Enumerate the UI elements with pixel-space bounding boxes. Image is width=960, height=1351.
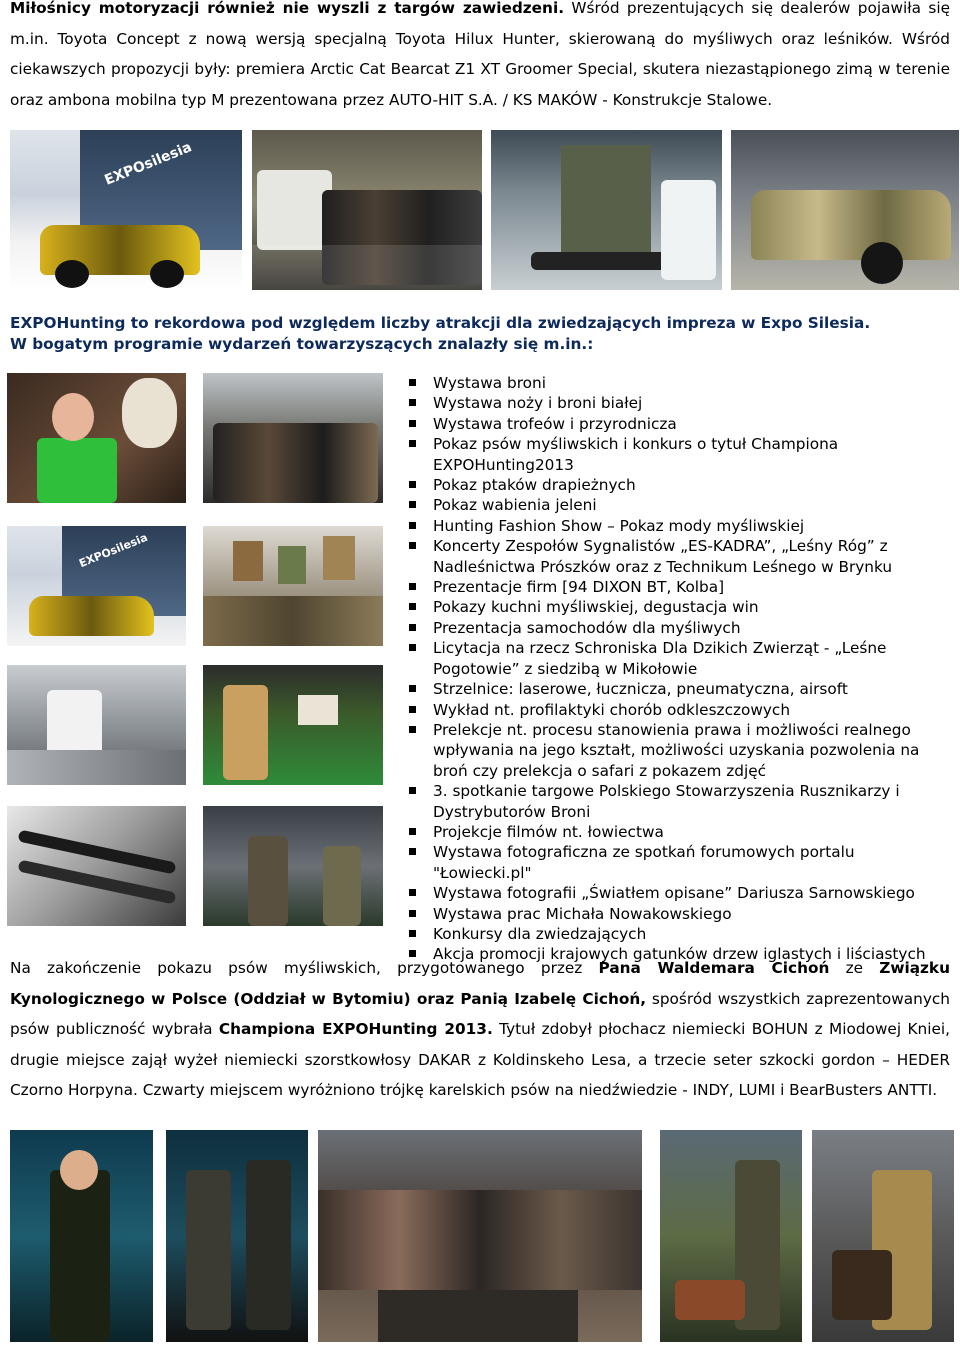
girl-green-shirt: [37, 438, 117, 503]
event-item: Pokaz ptaków drapieżnych: [405, 475, 953, 495]
event-item: Prezentacja samochodów dla myśliwych: [405, 618, 953, 638]
camo-net: [203, 596, 383, 646]
photo-hall-visitors: [252, 130, 482, 290]
headline-line-2: W bogatym programie wydarzeń towarzyszących znalazły się m.in.:: [10, 335, 594, 353]
event-item: Wystawa broni: [405, 373, 953, 393]
handler: [186, 1170, 231, 1330]
photo-dog-show-crowd: [318, 1130, 642, 1342]
stand-wall: [661, 180, 716, 280]
photo-archery: [203, 373, 383, 503]
event-item: Akcja promocji krajowych gatunków drzew iglastych i liściastych: [405, 944, 953, 964]
outro-bold-3: Championa EXPOHunting 2013.: [218, 1020, 493, 1039]
painting: [323, 536, 355, 580]
photo-camo-pickups: [731, 130, 959, 290]
event-item: Wystawa fotograficzna ze spotkań forumowych portalu "Łowiecki.pl": [405, 842, 953, 883]
event-item: Pokaz psów myśliwskich i konkurs o tytuł Championa EXPOHunting2013: [405, 434, 953, 475]
event-item: Pokazy kuchni myśliwskiej, degustacja win: [405, 597, 953, 617]
intro-text: Wśród prezentujących się dealerów pojawiła się m.in. Toyota Concept z nową wersją specjalną Toyota Hilux Hunter, skierowaną do myśliwych oraz leśników. Wśród ciekawszych propozycji były: premiera Arctic Cat Bearcat Z1 XT Groomer Special, skutera niezastąpionego zimą w terenie oraz ambona mobilna typ M prezentowana przez AUTO-HIT S.A. / KS MAKÓW - Konstrukcje Stalowe.: [10, 0, 950, 109]
event-item: Pokaz wabienia jeleni: [405, 495, 953, 515]
intro-lead: Miłośnicy motoryzacji również nie wyszli z targów zawiedzeni.: [10, 0, 565, 17]
event-item: Wystawa trofeów i przyrodnicza: [405, 414, 953, 434]
outro-paragraph: [10, 953, 950, 1106]
photo-woman-dog: [812, 1130, 954, 1342]
event-item: Strzelnice: laserowe, łucznicza, pneumatyczna, airsoft: [405, 679, 953, 699]
events-list: [405, 373, 953, 965]
outro-text-3: spośród wszystkich zaprezentowanych psów publiczność wybrała: [10, 989, 950, 1039]
photo-hunter-dogs: [660, 1130, 802, 1342]
event-item: Prezentacje firm [94 DIXON BT, Kolba]: [405, 577, 953, 597]
speaker-figure: [50, 1170, 110, 1342]
photo-mobile-hide: [491, 130, 722, 290]
event-item: 3. spotkanie targowe Polskiego Stowarzyszenia Rusznikarzy i Dystrybutorów Broni: [405, 781, 953, 822]
photo-girl-owl: [7, 373, 186, 503]
trailer: [531, 252, 681, 270]
event-item: Hunting Fashion Show – Pokaz mody myśliwskiej: [405, 516, 953, 536]
speaker-face: [60, 1150, 98, 1190]
painting: [233, 541, 263, 581]
photo-knives: [7, 806, 186, 926]
model: [323, 846, 361, 926]
event-item: Licytacja na rzecz Schroniska Dla Dzikich Zwierząt - „Leśne Pogotowie” z siedzibą w Mikołowie: [405, 638, 953, 679]
photo-handlers: [166, 1130, 308, 1342]
photo-fashion-show: [203, 806, 383, 926]
counter: [7, 750, 186, 785]
photo-expo-truck-2: [7, 526, 186, 646]
hide-cabin: [561, 145, 651, 255]
photo-paintings-stand: [203, 526, 383, 646]
event-item: Konkursy dla zwiedzających: [405, 924, 953, 944]
truck: [29, 596, 154, 636]
dog: [675, 1280, 745, 1320]
photo-expo-truck: [10, 130, 242, 290]
wheel: [861, 242, 903, 284]
event-item: Koncerty Zespołów Sygnalistów „ES-KADRA”, „Leśny Róg” z Nadleśnictwa Prószków oraz z Technikum Leśnego w Brynku: [405, 536, 953, 577]
painting: [278, 546, 306, 584]
easel: [223, 685, 268, 780]
outro-bold-1: Pana Waldemara Cichoń: [598, 959, 830, 977]
headline-line-1: EXPOHunting to rekordowa pod względem liczby atrakcji dla zwiedzających impreza w Expo Silesia.: [10, 314, 871, 332]
event-item: Wystawa prac Michała Nowakowskiego: [405, 904, 953, 924]
photo-green-stand: [203, 665, 383, 785]
outro-text-1: Na zakończenie pokazu psów myśliwskich, przygotowanego przez: [10, 959, 599, 977]
white-truck: [257, 170, 332, 250]
show-ring: [378, 1290, 578, 1342]
intro-paragraph: [10, 0, 950, 115]
crowd: [318, 1190, 642, 1290]
event-item: Prelekcje nt. procesu stanowienia prawa i możliwości realnego wpływania na jego kształt, możliwości uzyskania pozwolenia na broń czy prelekcja o safari z pokazem zdjęć: [405, 720, 953, 781]
expo-sign: EXPOsilesia: [102, 139, 195, 189]
model: [248, 836, 288, 926]
camo-pickup: [751, 190, 951, 260]
dog: [832, 1250, 892, 1320]
event-item: Projekcje filmów nt. łowiectwa: [405, 822, 953, 842]
event-item: Wystawa fotografii „Światłem opisane” Dariusza Sarnowskiego: [405, 883, 953, 903]
handler: [246, 1160, 291, 1330]
girl-face: [52, 393, 94, 441]
expo-sign: EXPOsilesia: [77, 530, 150, 571]
outro-bold-2: Związku Kynologicznego w Polsce (Oddział w Bytomiu) oraz Panią Izabelę Cichoń,: [10, 959, 950, 1008]
photo-speaker: [10, 1130, 153, 1342]
outro-text-2: ze: [829, 959, 880, 977]
visitors: [213, 423, 378, 503]
outro-text-4: Tytuł zdobył płochacz niemiecki BOHUN z Miodowej Kniei, drugie miejsce zajął wyżeł niemiecki szorstkowłosy DAKAR z Koldinskeho Lesa, a trzecie seter szkocki gordon – HEDER Czorno Horpyna. Czwarty miejscem wyróżniono trójkę karelskich psów na niedźwiedzie - INDY, LUMI i BearBusters ANTTI.: [10, 1020, 950, 1100]
wheel: [150, 260, 184, 288]
owl: [122, 378, 177, 448]
framed-picture: [298, 695, 338, 725]
event-item: Wystawa noży i broni białej: [405, 393, 953, 413]
photo-chef-cooking: [7, 665, 186, 785]
event-item: Wykład nt. profilaktyki chorób odkleszczowych: [405, 700, 953, 720]
wheel: [55, 260, 89, 288]
